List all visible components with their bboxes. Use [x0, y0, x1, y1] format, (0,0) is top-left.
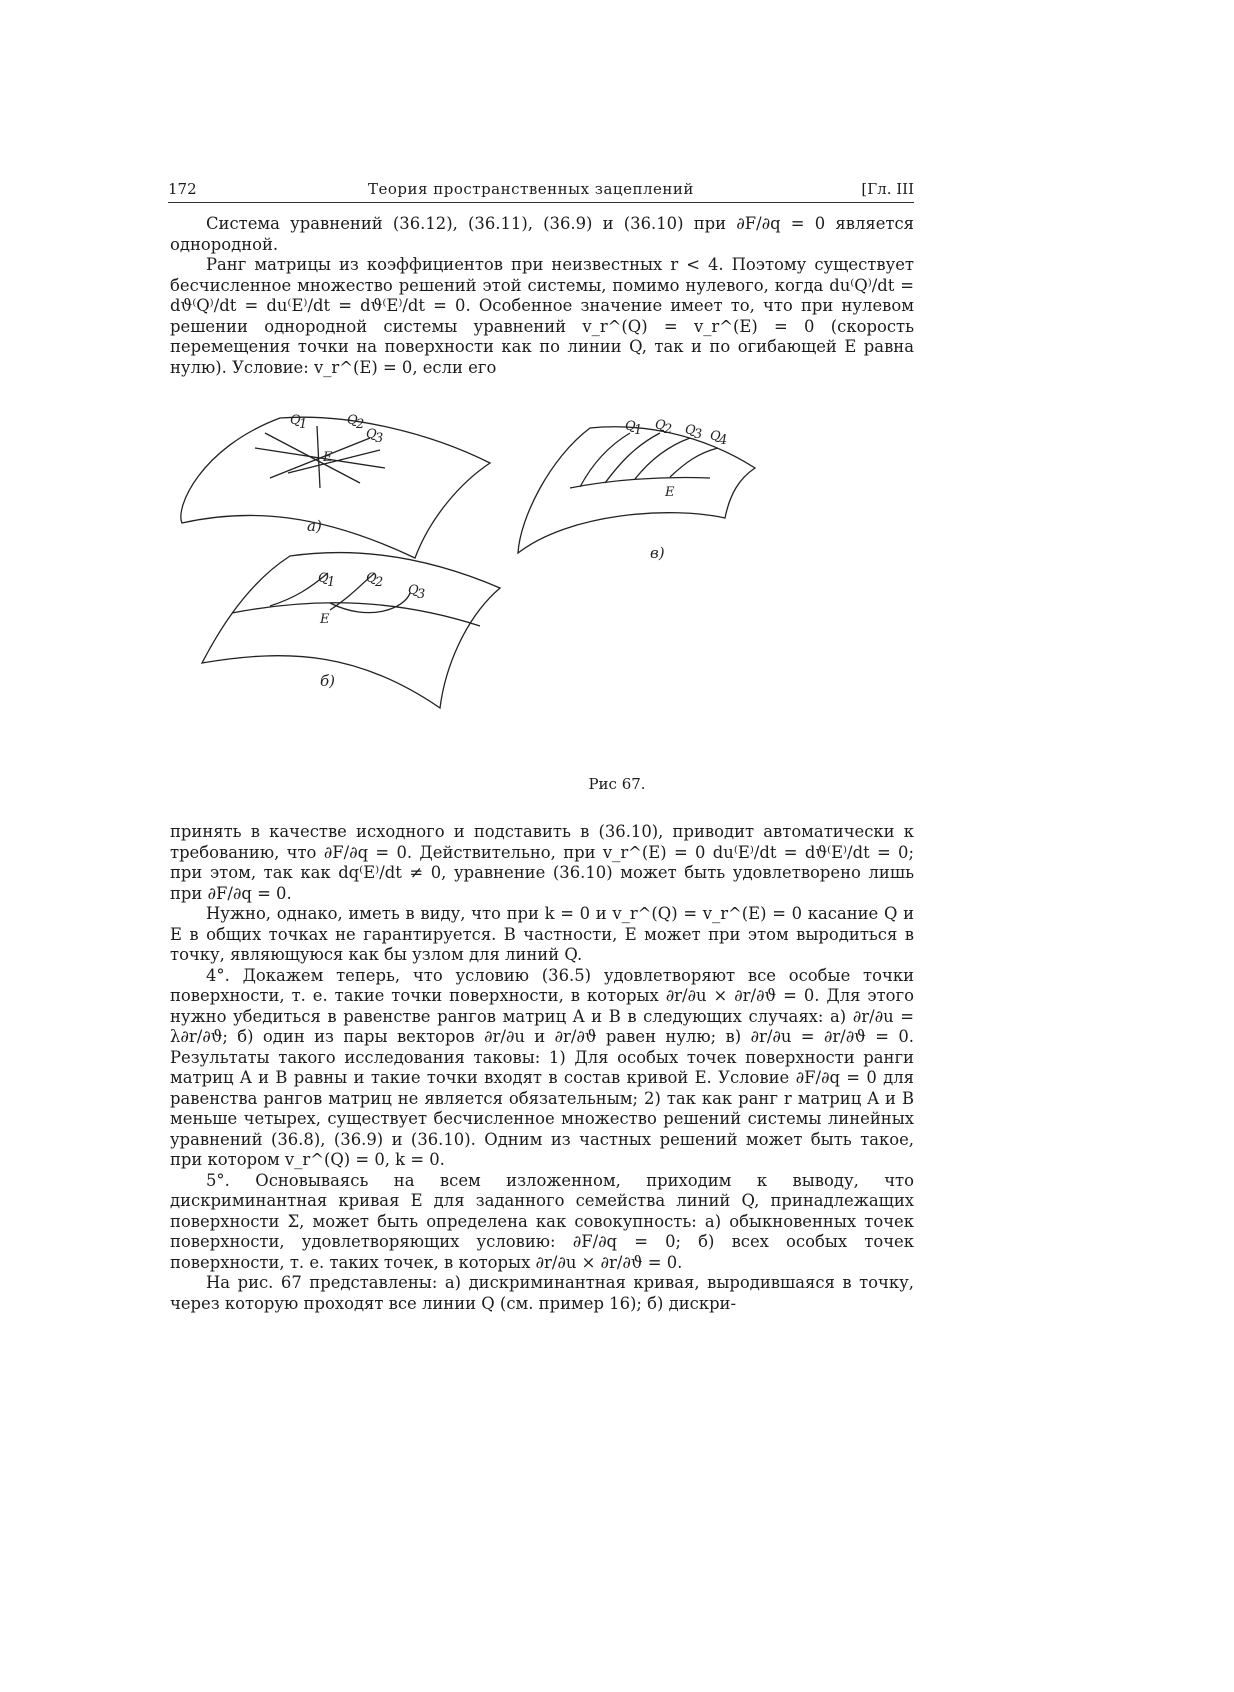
paragraph-fig67: На рис. 67 представлены: а) дискриминантная кривая, выродившаяся в точку, через которую проходят все линии Q (см. пример 16); б) дискри- — [170, 1273, 914, 1313]
sublabel-a: а) — [307, 517, 322, 535]
svg-text:2: 2 — [375, 575, 384, 590]
curve-v-q1 — [580, 433, 630, 487]
paragraph-5: 5°. Основываясь на всем изложенном, приходим к выводу, что дискриминантная кривая E для заданного семейства линий Q, принадлежащих поверхности Σ, может быть определена как совокупность: а) обыкновенных точек поверхности, удовлетворяющих условию: ∂F/∂q = 0; б) всех особых точек поверхности, т. е. таких точек, в которых ∂r/∂u × ∂r/∂ϑ = 0. — [170, 1170, 914, 1272]
curve-v-q2 — [605, 433, 660, 483]
svg-text:Q: Q — [366, 427, 377, 442]
surface-a — [181, 417, 490, 558]
paragraph-4: 4°. Докажем теперь, что условию (36.5) удовлетворяют все особые точки поверхности, т. е. такие точки поверхности, в которых ∂r/∂u × ∂r/∂ϑ = 0. Для этого нужно убедиться в равенстве рангов матриц A и B в следующих случаях: а) ∂r/∂u = λ∂r/∂ϑ; б) один из пары векторов ∂r/∂u и ∂r/∂ϑ равен нулю; в) ∂r/∂u = ∂r/∂ϑ = 0. Результаты такого исследования таковы: 1) Для особых точек поверхности ранги матриц A и B равны и такие точки входят в состав кривой E. Условие ∂F/∂q = 0 для равенства рангов матриц не является обязательным; 2) так как ранг r матриц A и B меньше четырех, существует бесчисленное множество решений системы линейных уравнений (36.8), (36.9) и (36.10). Одним из частных решений может быть такое, при котором v_r^(Q) = 0, k = 0. — [170, 965, 914, 1169]
svg-text:Q: Q — [408, 583, 419, 598]
top-text — [170, 214, 914, 378]
svg-text:Q: Q — [655, 418, 666, 433]
panel-v — [518, 418, 755, 562]
paragraph-continued: принять в качестве исходного и подставить в (36.10), приводит автоматически к требованию, что ∂F/∂q = 0. Действительно, при v_r^(E) = 0 du⁽E⁾/dt = dϑ⁽E⁾/dt = 0; при этом, так как dq⁽E⁾/dt ≠ 0, уравнение (36.10) может быть удовлетворено лишь при ∂F/∂q = 0. — [170, 822, 914, 903]
svg-text:1: 1 — [327, 575, 336, 590]
svg-text:1: 1 — [634, 423, 643, 438]
panel-a — [181, 413, 490, 558]
figure-67 — [170, 408, 914, 768]
svg-text:Q: Q — [685, 423, 696, 438]
svg-text:Q: Q — [710, 429, 721, 444]
panel-b — [202, 553, 500, 708]
sublabel-v: в) — [650, 544, 665, 562]
bottom-text — [170, 822, 914, 1314]
envelope-v — [570, 477, 710, 488]
svg-text:3: 3 — [417, 587, 426, 602]
surface-b — [202, 553, 500, 708]
svg-text:E: E — [320, 612, 330, 627]
paragraph-system: Система уравнений (36.12), (36.11), (36.9) и (36.10) при ∂F/∂q = 0 является однородной. — [170, 214, 914, 254]
svg-text:Q: Q — [347, 413, 358, 428]
svg-text:Q: Q — [625, 419, 636, 434]
svg-text:Q: Q — [366, 571, 377, 586]
header-rule — [168, 202, 914, 203]
curve-v-q3 — [635, 438, 690, 479]
curve-v-q4 — [670, 448, 718, 477]
envelope-b — [232, 603, 480, 626]
svg-text:3: 3 — [694, 427, 703, 442]
svg-text:4: 4 — [719, 433, 728, 448]
chapter-marker: [Гл. III — [861, 180, 914, 198]
page-number: 172 — [168, 180, 197, 198]
svg-text:E: E — [665, 485, 675, 500]
svg-text:1: 1 — [299, 417, 308, 432]
svg-text:2: 2 — [664, 422, 673, 437]
running-title: Теория пространственных зацеплений — [368, 180, 694, 198]
svg-text:Q: Q — [290, 413, 301, 428]
svg-text:3: 3 — [375, 431, 384, 446]
running-header — [168, 180, 914, 202]
figure-caption: Рис 67. — [588, 775, 646, 793]
paragraph-note: Нужно, однако, иметь в виду, что при k = 0 и v_r^(Q) = v_r^(E) = 0 касание Q и E в общих точках не гарантируется. В частности, E может при этом выродиться в точку, являющуюся как бы узлом для линий Q. — [170, 904, 914, 964]
svg-text:E: E — [323, 450, 333, 465]
svg-text:2: 2 — [356, 417, 365, 432]
sublabel-b: б) — [320, 672, 336, 690]
paragraph-rank: Ранг матрицы из коэффициентов при неизвестных r < 4. Поэтому существует бесчисленное множество решений этой системы, помимо нулевого, когда du⁽Q⁾/dt = dϑ⁽Q⁾/dt = du⁽E⁾/dt = dϑ⁽E⁾/dt = 0. Особенное значение имеет то, что при нулевом решении однородной системы уравнений v_r^(Q) = v_r^(E) = 0 (скорость перемещения точки на поверхности как по линии Q, так и по огибающей E равна нулю). Условие: v_r^(E) = 0, если его — [170, 255, 914, 377]
svg-text:Q: Q — [318, 571, 329, 586]
